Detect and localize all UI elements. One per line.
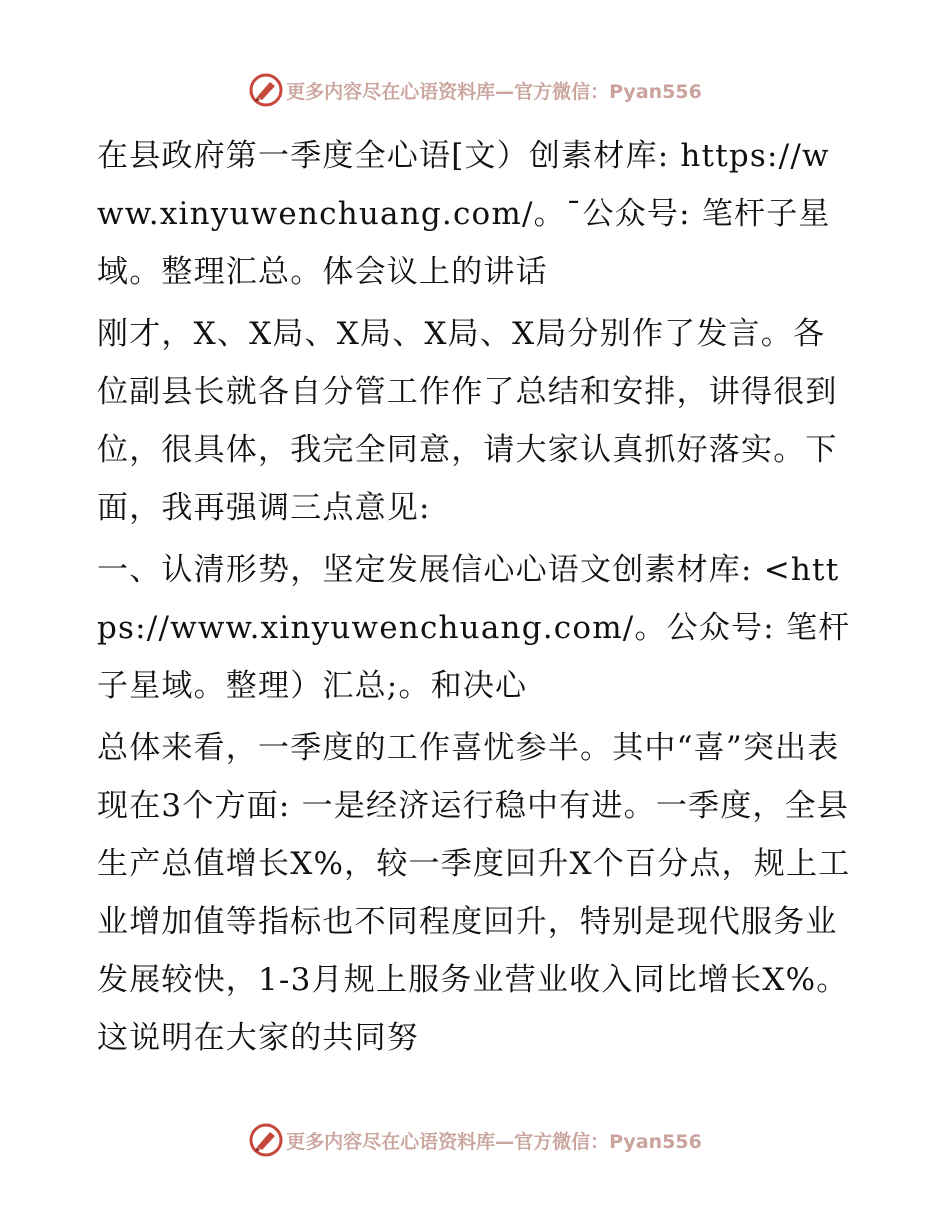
- header-banner: [0, 70, 950, 110]
- paragraph-section-one-heading: 一、认清形势，坚定发展信心心语文创素材库: <https://www.xinyuwenchuang.com/。公众号: 笔杆子星域。整理）汇总;。和决心: [97, 552, 851, 704]
- footer-banner: [0, 1120, 950, 1160]
- header-banner-text: 更多内容尽在心语资料库—官方微信：Pyan556: [286, 80, 702, 103]
- document-body: [97, 127, 857, 1071]
- paragraph-title: 在县政府第一季度全心语[文）创素材库: https://www.xinyuwenchuang.com/。¯公众号: 笔杆子星域。整理汇总。体会议上的讲话: [97, 138, 831, 290]
- pen-logo-icon: [248, 1122, 284, 1158]
- paragraph-intro: 刚才，X、X局、X局、X局、X局分别作了发言。各位副县长就各自分管工作作了总结和安排，讲得很到位，很具体，我完全同意，请大家认真抓好落实。下面，我再强调三点意见:: [97, 316, 838, 526]
- footer-banner-text: 更多内容尽在心语资料库—官方微信：Pyan556: [286, 1130, 702, 1153]
- paragraph-section-one-body: 总体来看，一季度的工作喜忧参半。其中“喜”突出表现在3个方面: 一是经济运行稳中有进。一季度，全县生产总值增长X%，较一季度回升X个百分点，规上工业增加值等指标也不同程度回升，特别是现代服务业发展较快，1-3月规上服务业营业收入同比增长X%。这说明在大家的共同努: [97, 730, 851, 1056]
- pen-logo-icon: [248, 72, 284, 108]
